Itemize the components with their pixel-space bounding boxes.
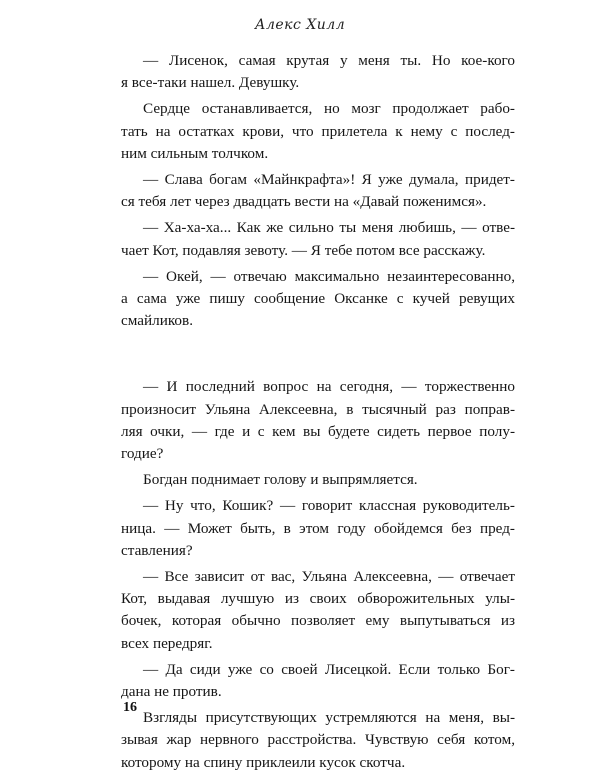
page-number: 16 xyxy=(123,700,137,715)
text-line: Богдан поднимает голову и выпрямляется. xyxy=(143,471,418,489)
paragraph xyxy=(121,217,515,261)
text-line: а сама уже пишу сообщение Оксанке с кучей ревущих xyxy=(121,290,515,308)
paragraph xyxy=(121,98,515,165)
text-line: Сердце останавливается, но мозг продолжает рабо- xyxy=(143,100,515,118)
text-line: дана не против. xyxy=(121,683,222,701)
text-line: ставления? xyxy=(121,541,193,559)
text-line: ница. — Может быть, в этом году обойдемся без пред- xyxy=(121,519,515,537)
paragraph xyxy=(121,495,515,562)
text-line: смайликов. xyxy=(121,312,193,330)
text-line: произносит Ульяна Алексеевна, в тысячный раз поправ- xyxy=(121,400,515,418)
section-1 xyxy=(121,50,515,332)
text-line: — Все зависит от вас, Ульяна Алексеевна, — отвечает xyxy=(143,568,515,586)
text-line: — Окей, — отвечаю максимально незаинтересованно, xyxy=(143,267,515,285)
text-line: — И последний вопрос на сегодня, — торжественно xyxy=(143,378,515,396)
text-line: тать на остатках крови, что прилетела к нему с послед- xyxy=(121,122,515,140)
section-2 xyxy=(121,376,515,773)
text-line: — Ну что, Кошик? — говорит классная руководитель- xyxy=(143,497,515,515)
body-text xyxy=(121,50,515,778)
text-line: ним сильным толчком. xyxy=(121,144,269,162)
text-line: — Лисенок, самая крутая у меня ты. Но кое-кого xyxy=(143,52,515,69)
text-line: годие? xyxy=(121,445,164,463)
text-line: Кот, выдавая лучшую из своих обворожительных улы- xyxy=(121,590,515,608)
text-line: зывая жар нервного расстройства. Чувствую себя котом, xyxy=(121,731,515,749)
text-line: — Да сиди уже со своей Лисецкой. Если только Бог- xyxy=(143,660,515,678)
paragraph xyxy=(121,376,515,465)
paragraph xyxy=(121,169,515,213)
paragraph xyxy=(121,50,515,94)
paragraph xyxy=(121,707,515,774)
running-head: Алекс Хилл xyxy=(254,17,346,33)
text-line: ся тебя лет через двадцать вести на «Давай поженимся». xyxy=(121,193,487,211)
text-line: бочек, которая обычно позволяет ему выпутываться из xyxy=(121,612,515,630)
text-line: всех передряг. xyxy=(121,634,213,652)
section-break xyxy=(121,336,515,376)
text-line: я все-таки нашел. Девушку. xyxy=(121,74,300,92)
text-line: — Ха-ха-ха... Как же сильно ты меня любишь, — отве- xyxy=(143,219,515,237)
text-line: чает Кот, подавляя зевоту. — Я тебе потом все расскажу. xyxy=(121,241,486,259)
text-line: которому на спину приклеили кусок скотча. xyxy=(121,753,406,771)
text-line: ляя очки, — где и с кем вы будете сидеть первое полу- xyxy=(121,422,515,440)
paragraph xyxy=(121,659,515,703)
text-line: Взгляды присутствующих устремляются на меня, вы- xyxy=(143,709,515,727)
paragraph xyxy=(121,266,515,333)
paragraph xyxy=(121,469,515,491)
text-line: — Слава богам «Майнкрафта»! Я уже думала, придет- xyxy=(143,171,515,189)
paragraph xyxy=(121,566,515,655)
